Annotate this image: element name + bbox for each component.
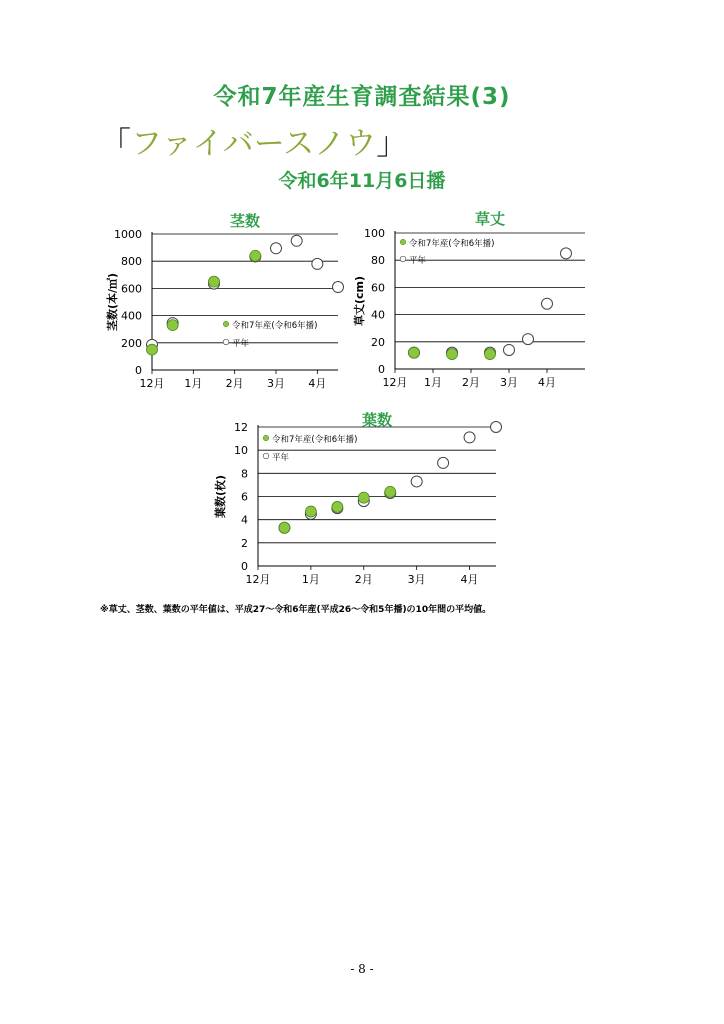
- page-title: 令和7年産生育調査結果(3): [213, 84, 511, 110]
- variety-close-bracket: 」: [376, 126, 408, 162]
- leaf-ytick-label: 8: [241, 467, 248, 481]
- stem-xtick-label: 2月: [225, 377, 244, 390]
- leaf-legend-average-marker: [263, 453, 269, 459]
- height-ytick-label: 80: [371, 254, 385, 268]
- height-xtick-label: 4月: [538, 376, 556, 389]
- stem-xtick-label: 3月: [267, 377, 285, 390]
- leaf-current-point: [332, 501, 343, 512]
- leaf-average-point: [438, 457, 449, 468]
- leaf-legend-current-marker: [263, 435, 269, 441]
- stem-xtick-label: 1月: [184, 377, 203, 390]
- height-ytick-label: 20: [371, 335, 385, 349]
- height-xtick-label: 1月: [424, 376, 442, 389]
- stem-xtick-label: 12月: [139, 377, 165, 390]
- height-xtick-label: 2月: [462, 376, 480, 389]
- height-ytick-label: 0: [378, 363, 385, 376]
- height-ytick-label: 40: [371, 308, 385, 322]
- leaf-xtick-label: 4月: [460, 573, 479, 586]
- stem-legend-current-label: 令和7年産(令和6年播): [232, 321, 318, 331]
- leaf-ytick-label: 10: [234, 444, 248, 458]
- stem-ytick-label: 0: [135, 364, 142, 377]
- leaf-average-point: [491, 422, 502, 433]
- leaf-xtick-label: 1月: [301, 573, 320, 586]
- leaf-legend-current-label: 令和7年産(令和6年播): [272, 435, 358, 445]
- leaf-ytick-label: 2: [241, 536, 248, 550]
- stem-ytick-label: 1000: [114, 228, 142, 241]
- page-number: - 8 -: [350, 962, 374, 976]
- height-xtick-label: 12月: [382, 376, 408, 389]
- sowing-date: 令和6年11月6日播: [278, 170, 446, 192]
- stem-y-axis-label: 茎数(本/㎡): [106, 272, 119, 332]
- stem-ytick-label: 800: [121, 255, 142, 269]
- leaf-chart-title: 葉数: [361, 411, 392, 429]
- leaf-xtick-label: 2月: [354, 573, 373, 586]
- leaf-current-point: [385, 486, 396, 497]
- height-y-axis-label: 草丈(cm): [353, 275, 366, 327]
- leaf-current-point: [358, 492, 369, 503]
- leaf-current-point: [305, 506, 316, 517]
- variety-open-bracket: 「: [100, 126, 131, 162]
- leaf-xtick-label: 3月: [407, 573, 426, 586]
- stem-xtick-label: 4月: [308, 377, 327, 390]
- leaf-ytick-label: 4: [241, 513, 248, 527]
- variety-label: ファイバースノウ: [131, 126, 377, 162]
- leaf-ytick-label: 12: [234, 421, 248, 434]
- height-legend-current-label: 令和7年産(令和6年播): [409, 239, 495, 249]
- leaf-xtick-label: 12月: [245, 573, 271, 586]
- leaf-average-point: [411, 476, 422, 487]
- leaf-average-point: [464, 432, 475, 443]
- height-legend-average-label: 平年: [409, 256, 427, 266]
- stem-legend-average-label: 平年: [232, 339, 250, 349]
- height-ytick-label: 100: [364, 227, 385, 240]
- footnote: ※草丈、茎数、葉数の平年値は、平成27〜令和6年産(平成26〜令和5年播)の10年間の平均値。: [100, 605, 492, 615]
- leaf-ytick-label: 0: [241, 560, 248, 573]
- leaf-ytick-label: 6: [241, 490, 248, 504]
- height-xtick-label: 3月: [500, 376, 518, 389]
- height-chart-title: 草丈: [474, 210, 505, 228]
- stem-ytick-label: 200: [121, 336, 142, 350]
- leaf-legend-average-label: 平年: [272, 453, 290, 463]
- leaf-current-point: [279, 522, 290, 533]
- stem-ytick-label: 600: [121, 282, 142, 296]
- leaf-y-axis-label: 葉数(枚): [214, 474, 227, 519]
- stem-ytick-label: 400: [121, 309, 142, 323]
- stem-chart-title: 茎数: [229, 212, 260, 230]
- height-ytick-label: 60: [371, 281, 385, 295]
